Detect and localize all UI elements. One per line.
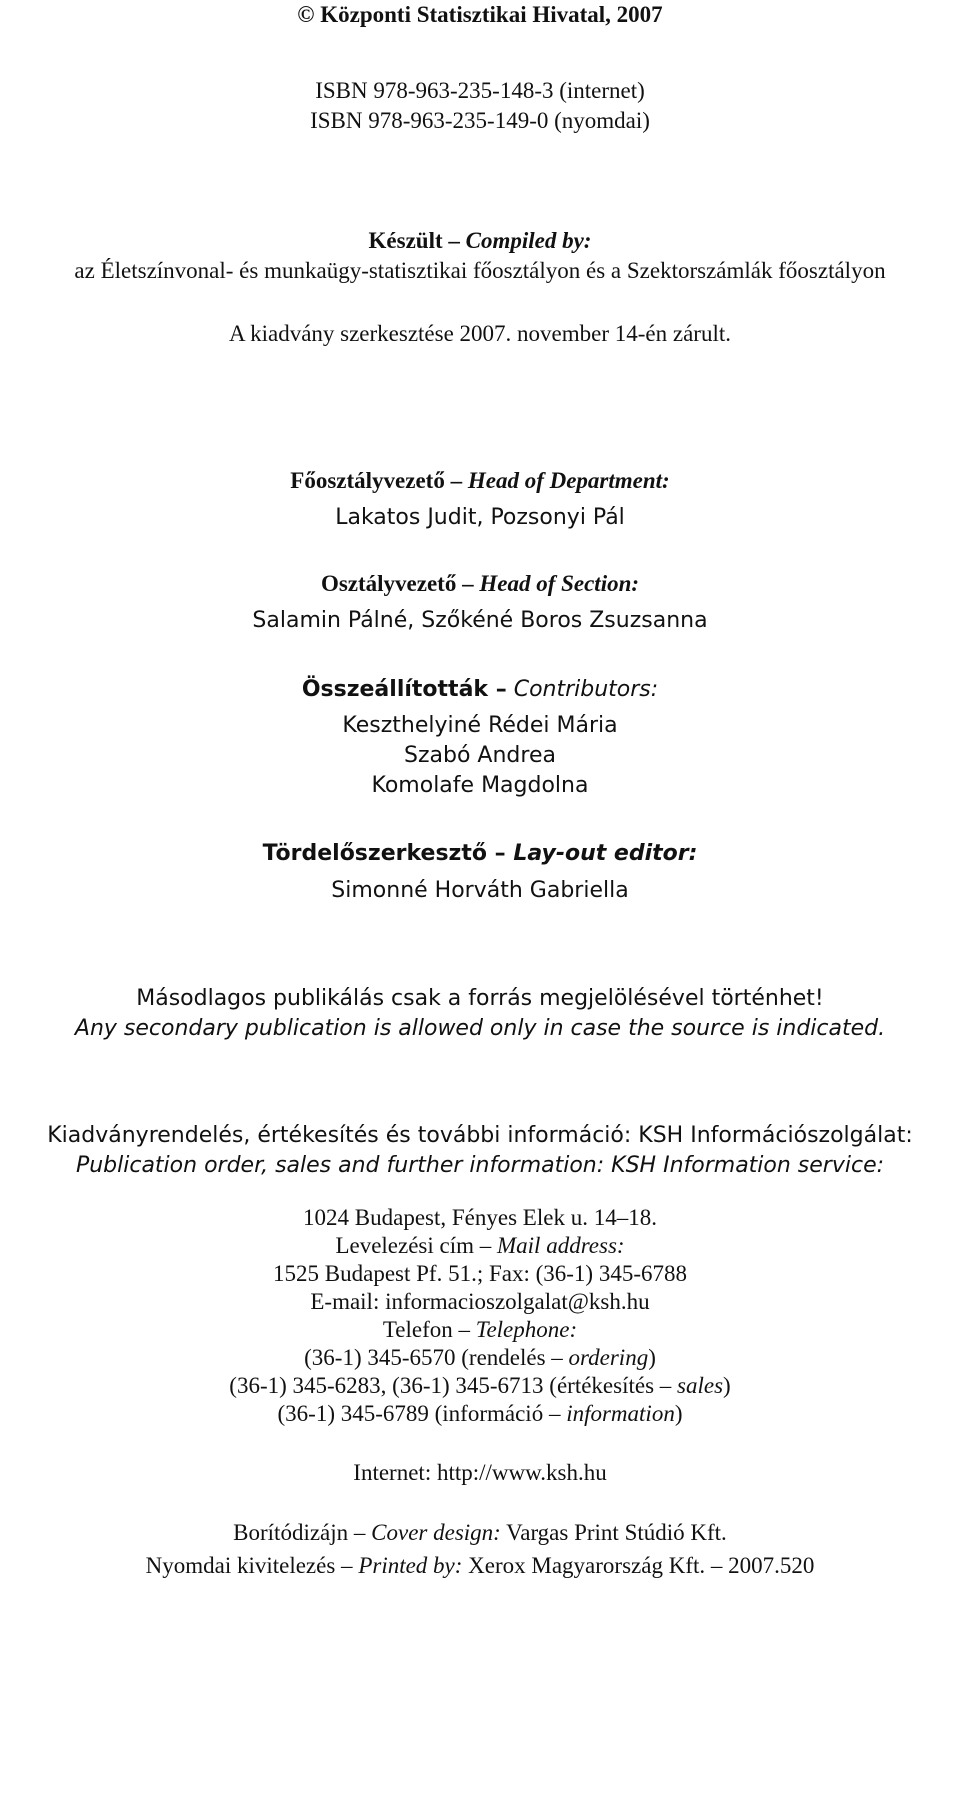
head-of-section-names: Salamin Pálné, Szőkéné Boros Zsuzsanna (252, 608, 708, 633)
contact-address: 1024 Budapest, Fényes Elek u. 14–18. (303, 1205, 657, 1230)
copyright-line: © Központi Statisztikai Hivatal, 2007 (297, 2, 663, 27)
contributors-label-hu: Összeállították – (301, 677, 507, 702)
phone-ordering-en: ordering (568, 1345, 649, 1370)
compiled-by-label-en: Compiled by: (465, 228, 592, 253)
layout-editor-label-en: Lay-out editor: (513, 841, 698, 866)
internet-line: Internet: http://www.ksh.hu (353, 1460, 607, 1485)
po-box-fax: 1525 Budapest Pf. 51.; Fax: (36-1) 345-6788 (273, 1261, 687, 1286)
telephone-label-en: Telephone: (475, 1317, 578, 1342)
layout-editor-heading (0, 839, 960, 869)
notice-hu: Másodlagos publikálás csak a forrás megjelölésével történhet! (136, 986, 824, 1011)
head-of-section-label-hu: Osztályvezető – (320, 571, 474, 596)
telephone-label-hu: Telefon – (382, 1317, 471, 1342)
head-of-department-label-en: Head of Department: (467, 468, 670, 493)
layout-editor-name: Simonné Horváth Gabriella (331, 878, 629, 903)
compiled-by-text: az Életszínvonal- és munkaügy-statisztikai főosztályon és a Szektorszámlák főosztályon (74, 258, 886, 283)
phone-information-number: (36-1) 345-6789 (információ – (277, 1401, 561, 1426)
phone-sales (0, 1371, 960, 1401)
phone-information-en: information (566, 1401, 675, 1426)
notice-en: Any secondary publication is allowed only in case the source is indicated. (74, 1016, 886, 1041)
email-line: E-mail: informacioszolgalat@ksh.hu (310, 1289, 650, 1314)
compiled-by-label-hu: Készült – (368, 228, 460, 253)
head-of-department-heading (0, 466, 960, 496)
phone-ordering-number: (36-1) 345-6570 (rendelés – (304, 1345, 563, 1370)
mail-address-label-hu: Levelezési cím – (335, 1233, 492, 1258)
printing-label-en: Printed by: (358, 1553, 463, 1578)
layout-editor-label-hu: Tördelőszerkesztő – (262, 841, 506, 866)
cover-design-label-hu: Borítódizájn – (233, 1520, 366, 1545)
closing-note: A kiadvány szerkesztése 2007. november 14-én zárult. (229, 321, 731, 346)
phone-information (0, 1399, 960, 1429)
contributor-name: Szabó Andrea (404, 743, 556, 768)
phone-sales-number: (36-1) 345-6283, (36-1) 345-6713 (értékesítés – (229, 1373, 672, 1398)
cover-design-label-en: Cover design: (371, 1520, 501, 1545)
contributor-name: Komolafe Magdolna (371, 773, 589, 798)
printing-label-hu: Nyomdai kivitelezés – (145, 1553, 353, 1578)
phone-sales-en: sales (677, 1373, 724, 1398)
contributors-label-en: Contributors: (513, 677, 659, 702)
orders-en: Publication order, sales and further information: KSH Information service: (75, 1153, 885, 1178)
phone-ordering (0, 1343, 960, 1373)
head-of-department-names: Lakatos Judit, Pozsonyi Pál (335, 505, 625, 530)
contributors-heading (0, 675, 960, 705)
cover-design-line (0, 1518, 960, 1548)
head-of-section-label-en: Head of Section: (479, 571, 640, 596)
contributor-name: Keszthelyiné Rédei Mária (342, 713, 618, 738)
compiled-by-heading (0, 226, 960, 256)
printing-value: Xerox Magyarország Kft. – 2007.520 (468, 1553, 815, 1578)
mail-address-heading (0, 1231, 960, 1261)
head-of-section-heading (0, 569, 960, 599)
isbn-internet: ISBN 978-963-235-148-3 (internet) (315, 78, 645, 103)
head-of-department-label-hu: Főosztályvezető – (290, 468, 463, 493)
printing-line (0, 1551, 960, 1581)
phone-sales-close: ) (723, 1373, 731, 1398)
phone-information-close: ) (674, 1401, 683, 1426)
orders-hu: Kiadványrendelés, értékesítés és további információ: KSH Információszolgálat: (47, 1123, 913, 1148)
telephone-heading (0, 1315, 960, 1345)
isbn-print: ISBN 978-963-235-149-0 (nyomdai) (310, 108, 650, 133)
mail-address-label-en: Mail address: (497, 1233, 625, 1258)
phone-ordering-close: ) (648, 1345, 656, 1370)
cover-design-value: Vargas Print Stúdió Kft. (506, 1520, 727, 1545)
